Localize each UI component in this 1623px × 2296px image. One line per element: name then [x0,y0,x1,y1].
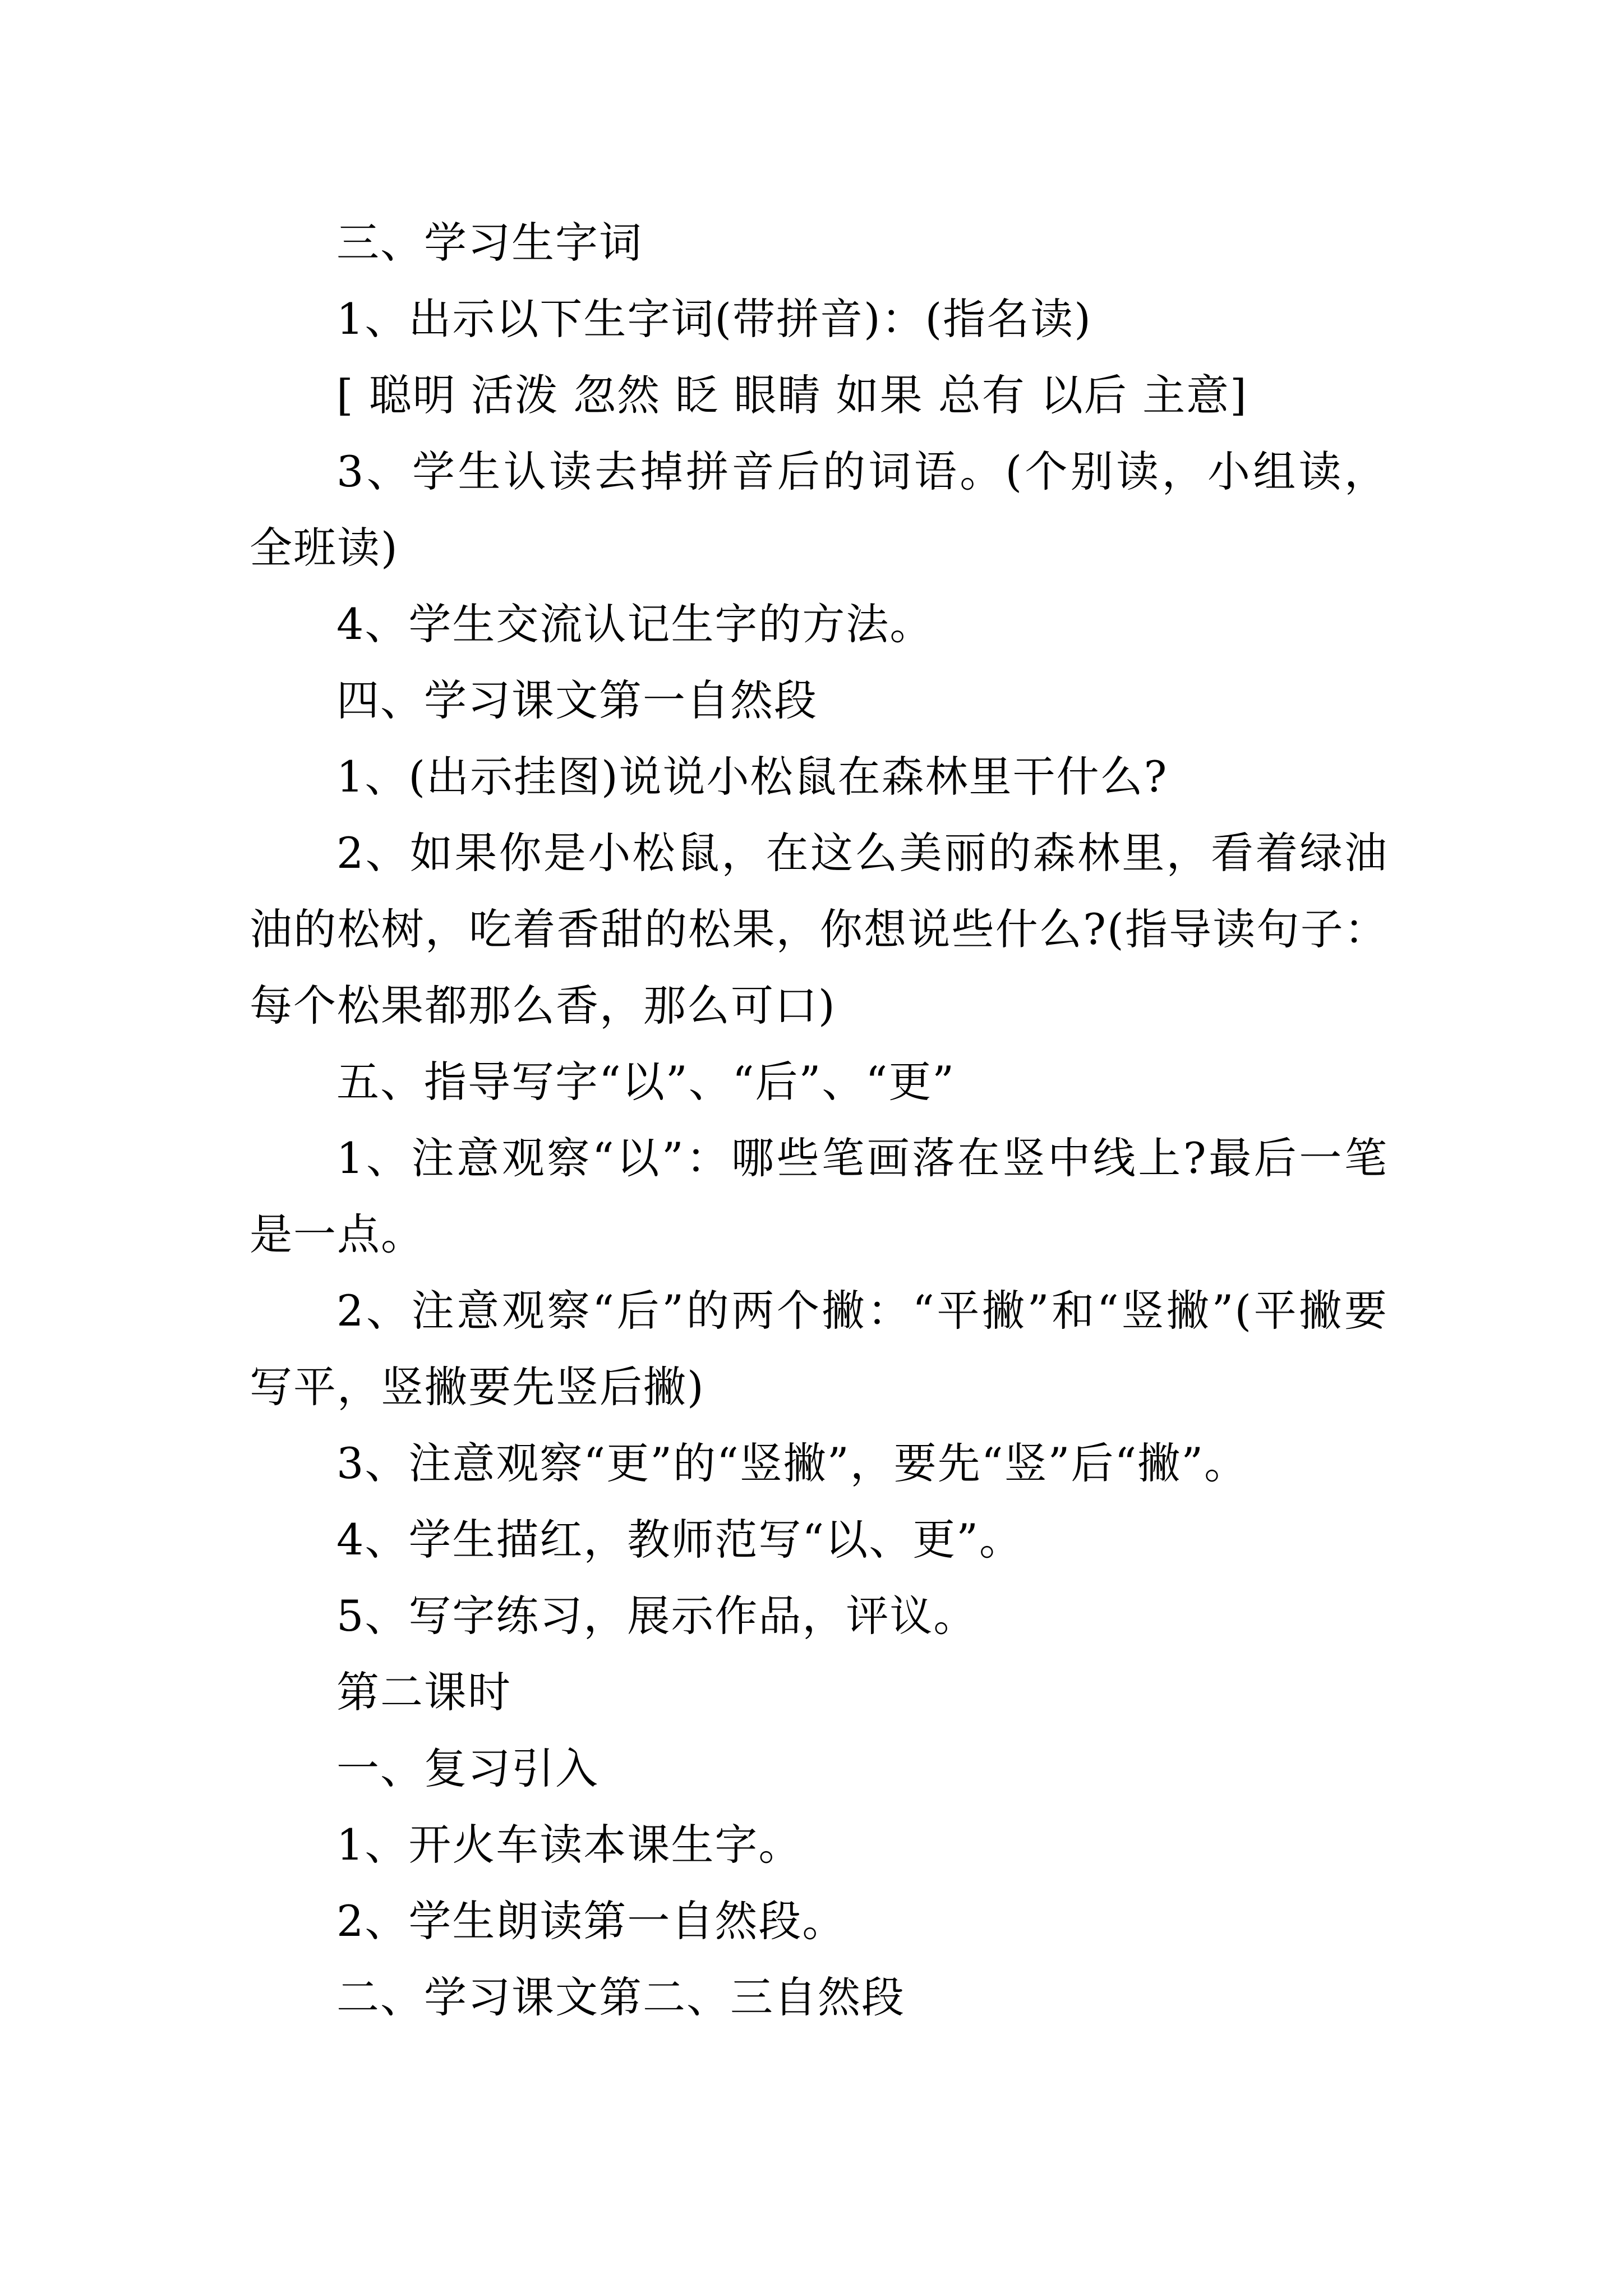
list-item: 1、出示以下生字词(带拼音)：(指名读) [336,294,1092,344]
list-item: 1、注意观察“以”：哪些笔画落在竖中线上?最后一笔是一点。 [250,1133,1388,1259]
lesson-heading: 第二课时 [336,1667,511,1717]
section-heading: 二、学习课文第二、三自然段 [336,1972,905,2022]
list-item: 2、注意观察“后”的两个撇：“平撇”和“竖撇”(平撇要写平，竖撇要先竖后撇) [250,1286,1388,1412]
vocabulary-list: [ 聪明 活泼 忽然 眨 眼睛 如果 总有 以后 主意] [336,370,1248,420]
document-body [250,205,1388,2036]
section-heading: 五、指导写字“以”、“后”、“更” [336,1057,956,1107]
list-item: 5、写字练习，展示作品，评议。 [336,1591,978,1641]
list-item: 1、开火车读本课生字。 [336,1820,803,1870]
list-item: 4、学生交流认记生字的方法。 [336,599,934,649]
list-item: 2、学生朗读第一自然段。 [336,1896,846,1946]
list-item: 4、学生描红，教师范写“以、更”。 [336,1515,1023,1565]
section-heading: 一、复习引入 [336,1743,599,1793]
list-item: 3、注意观察“更”的“竖撇”，要先“竖”后“撇”。 [336,1438,1248,1488]
list-item: 2、如果你是小松鼠，在这么美丽的森林里，看着绿油油的松树，吃着香甜的松果，你想说些什么?(指导读句子：每个松果都那么香，那么可口) [250,828,1388,1030]
section-heading: 四、学习课文第一自然段 [336,675,818,725]
list-item: 1、(出示挂图)说说小松鼠在森林里干什么? [336,752,1168,802]
list-item: 3、学生认读去掉拼音后的词语。(个别读，小组读，全班读) [250,447,1388,573]
section-heading: 三、学习生字词 [336,218,643,268]
